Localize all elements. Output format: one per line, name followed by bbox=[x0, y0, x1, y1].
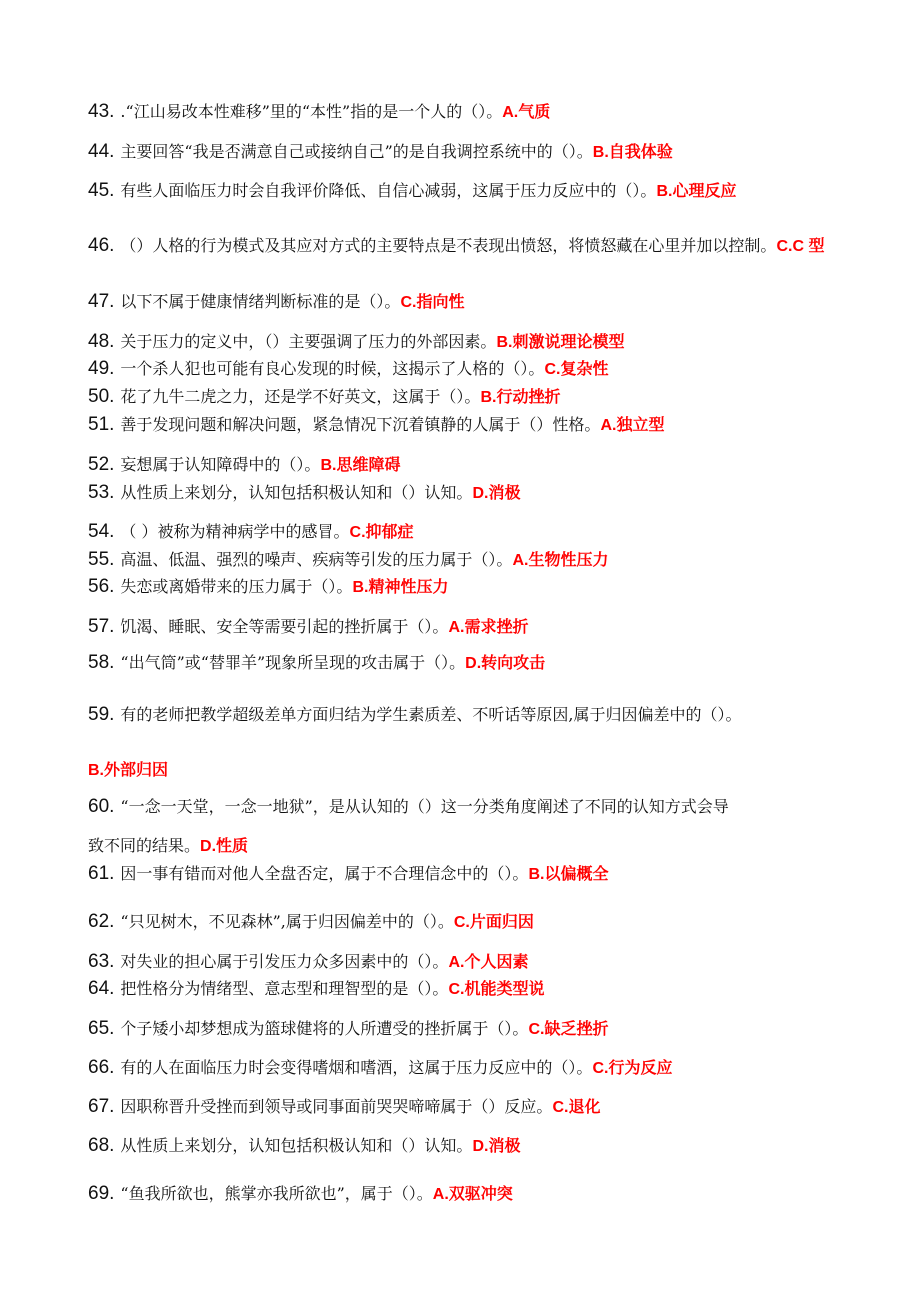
question-number: 62. bbox=[88, 911, 115, 932]
question-text: 失恋或离婚带来的压力属于（）。 bbox=[120, 577, 353, 596]
answer: C.复杂性 bbox=[544, 361, 609, 378]
question-60 bbox=[88, 793, 878, 821]
question-number: 61. bbox=[88, 863, 115, 884]
answer: C.抑郁症 bbox=[349, 524, 414, 541]
question-49 bbox=[88, 355, 848, 384]
answer: B.心理反应 bbox=[656, 183, 737, 200]
question-67 bbox=[88, 1093, 848, 1122]
question-text: 关于压力的定义中，（）主要强调了压力的外部因素。 bbox=[120, 332, 497, 351]
question-number: 65. bbox=[88, 1018, 115, 1039]
answer: C.片面归因 bbox=[453, 914, 534, 931]
answer: A.气质 bbox=[502, 104, 551, 121]
question-number: 49. bbox=[88, 358, 115, 379]
question-text: 妄想属于认知障碍中的（）。 bbox=[120, 455, 321, 474]
answer: B.外部归因 bbox=[88, 762, 169, 779]
question-text: 从性质上来划分，认知包括积极认知和（）认知。 bbox=[120, 483, 473, 502]
question-53 bbox=[88, 479, 848, 508]
question-number: 44. bbox=[88, 141, 115, 162]
question-43 bbox=[88, 98, 848, 127]
answer: C.指向性 bbox=[400, 294, 465, 311]
question-56 bbox=[88, 573, 848, 602]
question-48 bbox=[88, 328, 848, 357]
question-text: 主要回答“我是否满意自己或接纳自己”的是自我调控系统中的（）。 bbox=[120, 142, 593, 161]
question-text: （ ）被称为精神病学中的感冒。 bbox=[120, 522, 350, 541]
question-61 bbox=[88, 860, 848, 889]
question-59 bbox=[88, 701, 878, 729]
answer: C.退化 bbox=[552, 1099, 601, 1116]
answer: D.消极 bbox=[472, 485, 521, 502]
answer: A.生物性压力 bbox=[512, 552, 609, 569]
question-number: 60. bbox=[88, 796, 115, 817]
question-text: 以下不属于健康情绪判断标准的是（）。 bbox=[120, 292, 401, 311]
question-number: 51. bbox=[88, 414, 115, 435]
question-57 bbox=[88, 613, 848, 642]
answer: B.精神性压力 bbox=[352, 579, 449, 596]
question-number: 45. bbox=[88, 180, 115, 201]
question-text: 善于发现问题和解决问题，紧急情况下沉着镇静的人属于（）性格。 bbox=[120, 415, 601, 434]
answer: D.转向攻击 bbox=[465, 655, 546, 672]
question-text: 有的人在面临压力时会变得嗜烟和嗜酒，这属于压力反应中的（）。 bbox=[120, 1058, 593, 1077]
question-number: 56. bbox=[88, 576, 115, 597]
question-65 bbox=[88, 1015, 848, 1044]
question-text: （）人格的行为模式及其应对方式的主要特点是不表现出愤怒，将愤怒藏在心里并加以控制。 bbox=[120, 236, 777, 255]
question-46 bbox=[88, 232, 848, 261]
question-51 bbox=[88, 411, 848, 440]
question-52 bbox=[88, 451, 848, 480]
question-text: 有的老师把教学超级差单方面归结为学生素质差、不听话等原因,属于归因偏差中的（）。 bbox=[120, 705, 742, 724]
answer: B.刺激说理论模型 bbox=[496, 334, 625, 351]
question-60-continued bbox=[88, 832, 848, 861]
question-55 bbox=[88, 546, 848, 575]
question-text: 一个杀人犯也可能有良心发现的时候，这揭示了人格的（）。 bbox=[120, 359, 545, 378]
question-text: 致不同的结果。 bbox=[88, 836, 201, 855]
answer: B.以偏概全 bbox=[528, 866, 609, 883]
question-58 bbox=[88, 649, 848, 678]
answer: A.个人因素 bbox=[448, 954, 529, 971]
question-text: 花了九牛二虎之力，还是学不好英文，这属于（）。 bbox=[120, 387, 481, 406]
question-number: 52. bbox=[88, 454, 115, 475]
question-text: “鱼我所欲也，熊掌亦我所欲也”，属于（）。 bbox=[120, 1184, 433, 1203]
question-number: 63. bbox=[88, 951, 115, 972]
question-text: 因职称晋升受挫而到领导或同事面前哭哭啼啼属于（）反应。 bbox=[120, 1097, 553, 1116]
question-45 bbox=[88, 177, 848, 206]
question-62 bbox=[88, 908, 848, 937]
question-number: 53. bbox=[88, 482, 115, 503]
answer: A.双驱冲突 bbox=[432, 1186, 513, 1203]
question-number: 54. bbox=[88, 521, 115, 542]
question-text: 有些人面临压力时会自我评价降低、自信心减弱，这属于压力反应中的（）。 bbox=[120, 181, 657, 200]
question-text: 饥渴、睡眠、安全等需要引起的挫折属于（）。 bbox=[120, 617, 449, 636]
answer: B.自我体验 bbox=[592, 144, 673, 161]
answer: C.机能类型说 bbox=[448, 981, 545, 998]
question-number: 67. bbox=[88, 1096, 115, 1117]
question-text: 高温、低温、强烈的噪声、疾病等引发的压力属于（）。 bbox=[120, 550, 513, 569]
question-text: .“江山易改本性难移”里的“本性”指的是一个人的（）。 bbox=[120, 102, 503, 121]
question-text: 把性格分为情绪型、意志型和理智型的是（）。 bbox=[120, 979, 449, 998]
question-number: 64. bbox=[88, 978, 115, 999]
answer: C.缺乏挫折 bbox=[528, 1021, 609, 1038]
question-number: 66. bbox=[88, 1057, 115, 1078]
question-number: 46. bbox=[88, 235, 115, 256]
question-number: 55. bbox=[88, 549, 115, 570]
question-text: 对失业的担心属于引发压力众多因素中的（）。 bbox=[120, 952, 449, 971]
question-number: 48. bbox=[88, 331, 115, 352]
question-63 bbox=[88, 948, 848, 977]
question-number: 43. bbox=[88, 101, 115, 122]
answer: C.行为反应 bbox=[592, 1060, 673, 1077]
question-text: 因一事有错而对他人全盘否定，属于不合理信念中的（）。 bbox=[120, 864, 529, 883]
question-number: 68. bbox=[88, 1135, 115, 1156]
question-44 bbox=[88, 138, 848, 167]
question-64 bbox=[88, 975, 848, 1004]
question-text: 从性质上来划分，认知包括积极认知和（）认知。 bbox=[120, 1136, 473, 1155]
question-47 bbox=[88, 288, 848, 317]
question-number: 47. bbox=[88, 291, 115, 312]
question-50 bbox=[88, 383, 848, 412]
question-66 bbox=[88, 1054, 848, 1083]
question-number: 69. bbox=[88, 1183, 115, 1204]
question-68 bbox=[88, 1132, 848, 1161]
question-54 bbox=[88, 518, 848, 547]
question-text: “一念一天堂，一念一地狱”，是从认知的（）这一分类角度阐述了不同的认知方式会导 bbox=[120, 797, 729, 816]
question-text: 个子矮小却梦想成为篮球健将的人所遭受的挫折属于（）。 bbox=[120, 1019, 529, 1038]
question-text: “出气筒”或“替罪羊”现象所呈现的攻击属于（）。 bbox=[120, 653, 466, 672]
question-text: “只见树木，不见森林”,属于归因偏差中的（）。 bbox=[120, 912, 454, 931]
question-number: 57. bbox=[88, 616, 115, 637]
question-number: 58. bbox=[88, 652, 115, 673]
question-69 bbox=[88, 1180, 848, 1209]
question-number: 50. bbox=[88, 386, 115, 407]
answer: B.行动挫折 bbox=[480, 389, 561, 406]
answer: A.独立型 bbox=[600, 417, 665, 434]
answer: D.消极 bbox=[472, 1138, 521, 1155]
answer: C.C 型 bbox=[776, 238, 825, 255]
answer: D.性质 bbox=[200, 838, 249, 855]
answer: B.思维障碍 bbox=[320, 457, 401, 474]
answer: A.需求挫折 bbox=[448, 619, 529, 636]
question-number: 59. bbox=[88, 704, 115, 725]
